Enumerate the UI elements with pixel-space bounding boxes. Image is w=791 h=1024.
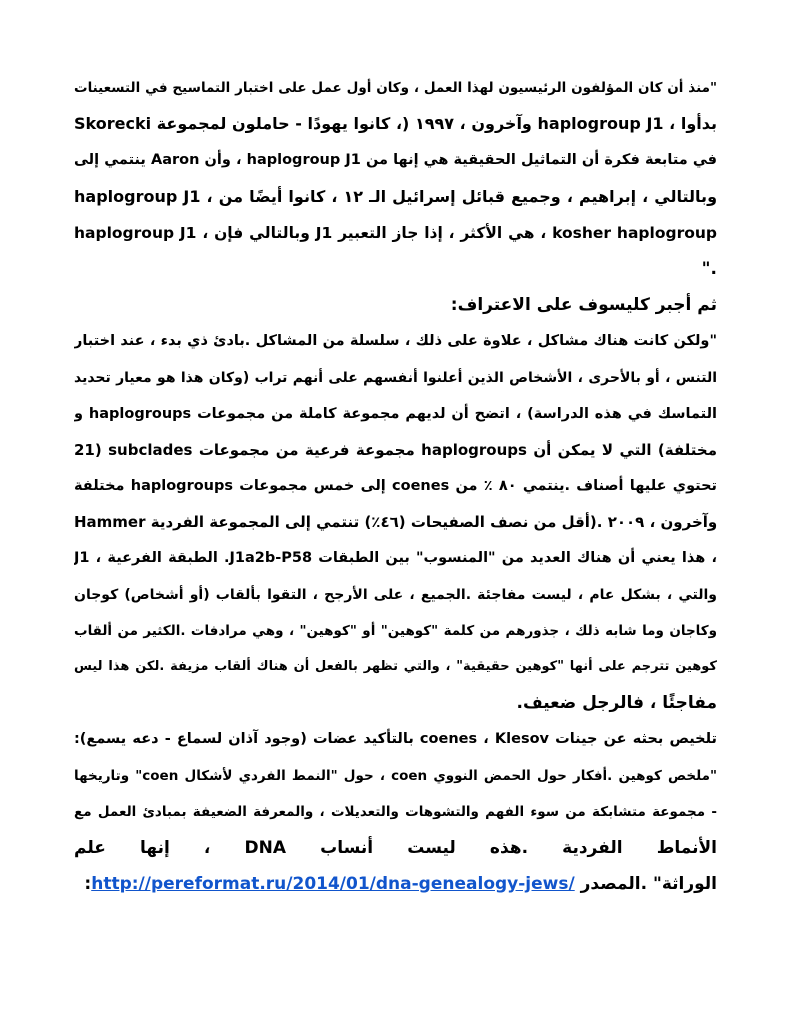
text-line: في متابعة فكرة أن التماثيل الحقيقية هي إنها من haplogroup J1 ، وأن Aaron ينتمي إلى [74,152,717,169]
text-line: كوهين تترجم على أنها "كوهين حقيقية" ، والتي تظهر بالفعل أن هناك ألقاب مزيفة .لكن هذا ليس [74,659,717,674]
text-line: مفاجئًا ، فالرجل ضعيف. [516,693,717,714]
source-suffix: : [84,874,92,895]
source-line [74,866,717,902]
text-line: تحتوي عليها أصناف .ينتمي ٨٠ ٪ من coenes إلى خمس مجموعات haplogroups مختلفة [74,478,717,495]
text-line: "منذ أن كان المؤلفون الرئيسيون لهذا العمل ، وكان أول عمل على اختبار التماسيح في التسعينات [74,80,717,96]
text-line: تلخيص بحثه عن جينات coenes ، Klesov بالتأكيد عضات (وجود آذان لسماع - دعه يسمع): [74,731,717,748]
source-link[interactable]: http://pereformat.ru/2014/01/dna-genealogy-jews/ [91,874,575,895]
text-line: وكاجان وما شابه ذلك ، جذورهم من كلمة "كوهين" أو "كوهين" ، وهي مرادفات .الكثير من ألقاب [74,622,717,639]
text-line: والتي ، بشكل عام ، ليست مفاجئة .الجميع ، على الأرجح ، التقوا بألقاب (أو أشخاص) كوجان [74,586,717,603]
text-line: Hammer وآخرون ، ٢٠٠٩ .(أقل من نصف الصفيحات (٤٦٪) تنتمي إلى المجموعة الفردية [74,513,717,532]
section-heading: ثم أجبر كليسوف على الاعتراف: [450,295,717,316]
text-line: الأنماط الفردية .هذه ليست أنساب DNA ، إنها علم [74,837,717,858]
text-line: haplogroup J1 ، وبالتالي فإن J1 هي الأكثر ، إذا جاز التعبير ، kosher haplogroup [74,223,717,242]
text-line: "ولكن كانت هناك مشاكل ، علاوة على ذلك ، سلسلة من المشاكل .بادئ ذي بدء ، عند اختبار [74,333,717,350]
text-line: haplogroup J1 ، وبالتالي ، إبراهيم ، وجميع قبائل إسرائيل الـ ١٢ ، كانوا أيضًا من [74,186,717,206]
text-line: "ملخص كوهين .أفكار حول الحمض النووي coen ، حول "النمط الفردي لأشكال coen" وتاريخها [74,767,717,784]
text-line: J1 ، الطبقة الفرعية .J1a2b-P58 هذا يعني أن هناك العديد من "المنسوب" بين الطبقات ، [74,550,717,567]
text-line: Skorecki وآخرون ، ١٩٩٧ (، كانوا يهودًا - حاملون لمجموعة haplogroup J1 ، بدأوا [74,114,717,134]
text-line: - مجموعة متشابكة من سوء الفهم والتشوهات والتعديلات ، والمعرفة الضعيفة بمبادئ العمل مع [74,803,717,820]
text-line: 21) subclades مجموعة فرعية من مجموعات haplogroups مختلفة) التي لا يمكن أن [74,440,717,459]
text-line: ". [701,258,717,279]
text-line: التماسك في هذه الدراسة) ، اتضح أن لديهم مجموعة كاملة من مجموعات haplogroups و [74,405,717,422]
source-prefix: الوراثة" .المصدر [580,874,717,895]
text-line: التنس ، أو بالأحرى ، الأشخاص الذين أعلنوا أنفسهم على أنهم تراب (وكان هذا هو معيار تحديد [74,369,717,386]
